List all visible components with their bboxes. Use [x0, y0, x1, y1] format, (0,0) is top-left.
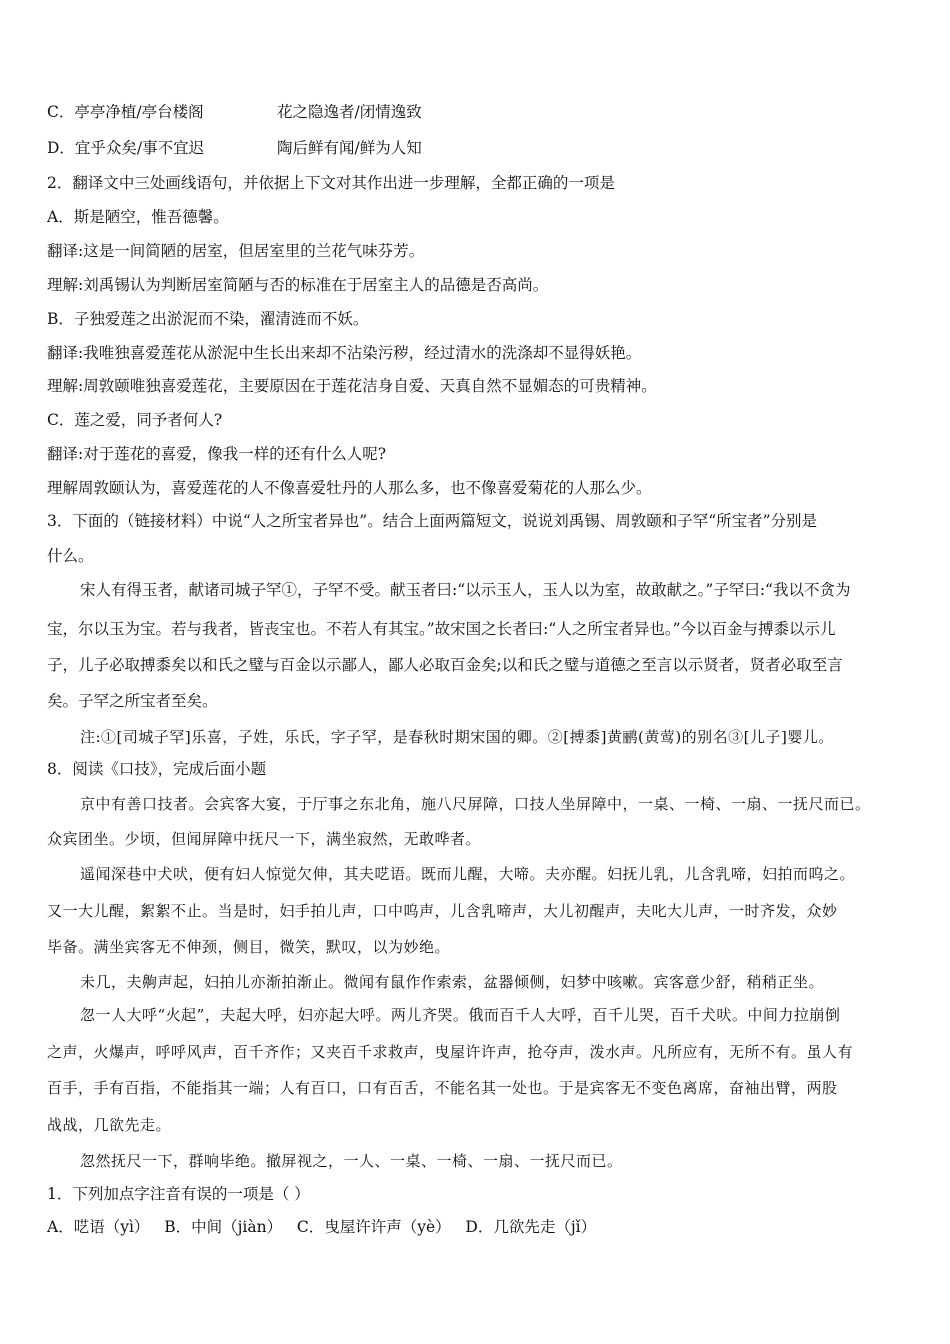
q2-b-translation: 翻译:我唯独喜爱莲花从淤泥中生长出来却不沾染污秽，经过清水的洗涤却不显得妖艳。	[47, 344, 642, 362]
kouji-paragraph-line: 忽然抚尺一下，群响毕绝。撤屏视之，一人、一桌、一椅、一扇、一抚尺而已。	[80, 1152, 623, 1170]
q2-a-understanding: 理解:刘禹锡认为判断居室简陋与否的标准在于居室主人的品德是否高尚。	[47, 276, 549, 294]
kouji-paragraph-line: 毕备。满坐宾客无不伸颈，侧目，微笑，默叹，以为妙绝。	[47, 938, 451, 956]
q3-passage-line: 矣。子罕之所宝者至矣。	[47, 692, 218, 710]
q2-option-b: B．子独爱莲之出淤泥而不染，濯清涟而不妖。	[47, 310, 369, 328]
kouji-paragraph-line: 又一大儿醒，絮絮不止。当是时，妇手拍儿声，口中呜声，儿含乳啼声，大儿初醒声，夫叱大儿声，一时齐发，众妙	[47, 902, 838, 920]
q2-c-translation: 翻译:对于莲花的喜爱，像我一样的还有什么人呢?	[47, 445, 387, 463]
kouji-paragraph-line: 战战，几欲先走。	[47, 1116, 172, 1134]
q8-sub1-stem: 1．下列加点字注音有误的一项是（ ）	[47, 1185, 310, 1203]
q1-option-d	[47, 138, 907, 158]
q2-stem: 2．翻译文中三处画线语句，并依据上下文对其作出进一步理解，全都正确的一项是	[47, 174, 615, 192]
kouji-paragraph-line: 遥闻深巷中犬吠，便有妇人惊觉欠伸，其夫呓语。既而儿醒，大啼。夫亦醒。妇抚儿乳，儿含乳啼，妇拍而呜之。	[80, 865, 856, 883]
q3-passage-line: 宋人有得玉者，献诸司城子罕①，子罕不受。献玉者曰:“以示玉人，玉人以为室，故敢献之。”子罕曰:“我以不贪为	[80, 581, 851, 599]
q2-c-understanding: 理解周敦颐认为，喜爱莲花的人不像喜爱牡丹的人那么多，也不像喜爱菊花的人那么少。	[47, 479, 652, 497]
kouji-paragraph-line: 未几，夫齁声起，妇拍儿亦渐拍渐止。微闻有鼠作作索索，盆器倾侧，妇梦中咳嗽。宾客意少舒，稍稍正坐。	[80, 973, 825, 991]
kouji-paragraph-line: 之声，火爆声，呼呼风声，百千齐作；又夹百千求救声，曳屋许许声，抢夺声，泼水声。凡所应有，无所不有。虽人有	[47, 1043, 854, 1061]
q2-option-c: C．莲之爱，同予者何人?	[47, 411, 223, 429]
q8-heading: 8．阅读《口技》，完成后面小题	[47, 760, 267, 778]
q1-option-d-right: 陶后鲜有闻/鲜为人知	[277, 139, 422, 157]
kouji-paragraph-line: 众宾团坐。少顷，但闻屏障中抚尺一下，满坐寂然，无敢哗者。	[47, 830, 482, 848]
q3-passage-line: 子，儿子必取搏黍矣以和氏之璧与百金以示鄙人，鄙人必取百金矣;以和氏之璧与道德之至言以示贤者，贤者必取至言	[47, 656, 843, 674]
q1-option-c-left: C．亭亭净植/亭台楼阁	[47, 103, 204, 121]
q1-option-c-right: 花之隐逸者/闭情逸致	[277, 103, 422, 121]
q1-option-d-left: D．宜乎众矣/事不宜迟	[47, 139, 205, 157]
q3-note: 注:①[司城子罕]乐喜，子姓，乐氏，字子罕，是春秋时期宋国的卿。②[搏黍]黄鹂(黄莺)的别名③[儿子]婴儿。	[80, 728, 834, 746]
q3-passage-line: 宝，尔以玉为宝。若与我者，皆丧宝也。不若人有其宝。”故宋国之长者曰:“人之所宝者异也。”今以百金与搏黍以示儿	[47, 620, 836, 638]
q2-option-a: A．斯是陋空，惟吾德馨。	[47, 208, 229, 226]
kouji-paragraph-line: 百手，手有百指，不能指其一端；人有百口，口有百舌，不能名其一处也。于是宾客无不变色离席，奋袖出臂，两股	[47, 1079, 838, 1097]
q2-b-understanding: 理解:周敦颐唯独喜爱莲花，主要原因在于莲花洁身自爱、天真自然不显媚态的可贵精神。	[47, 377, 657, 395]
q8-sub1-options: A．呓语（yì） B．中间（jiàn） C．曳屋许许声（yè） D．几欲先走（jǐ）	[47, 1218, 597, 1236]
q3-stem-line1: 3．下面的（链接材料）中说“人之所宝者异也”。结合上面两篇短文，说说刘禹锡、周敦颐和子罕“所宝者”分别是	[47, 512, 818, 530]
q3-stem-line2: 什么。	[47, 547, 94, 565]
q1-option-c	[47, 102, 907, 122]
kouji-paragraph-line: 忽一人大呼“火起”，夫起大呼，妇亦起大呼。两儿齐哭。俄而百千人大呼，百千儿哭，百千犬吠。中间力拉崩倒	[80, 1006, 841, 1024]
kouji-paragraph-line: 京中有善口技者。会宾客大宴，于厅事之东北角，施八尺屏障，口技人坐屏障中，一桌、一椅、一扇、一抚尺而已。	[80, 795, 871, 813]
q2-a-translation: 翻译:这是一间简陋的居室，但居室里的兰花气味芬芳。	[47, 242, 425, 260]
